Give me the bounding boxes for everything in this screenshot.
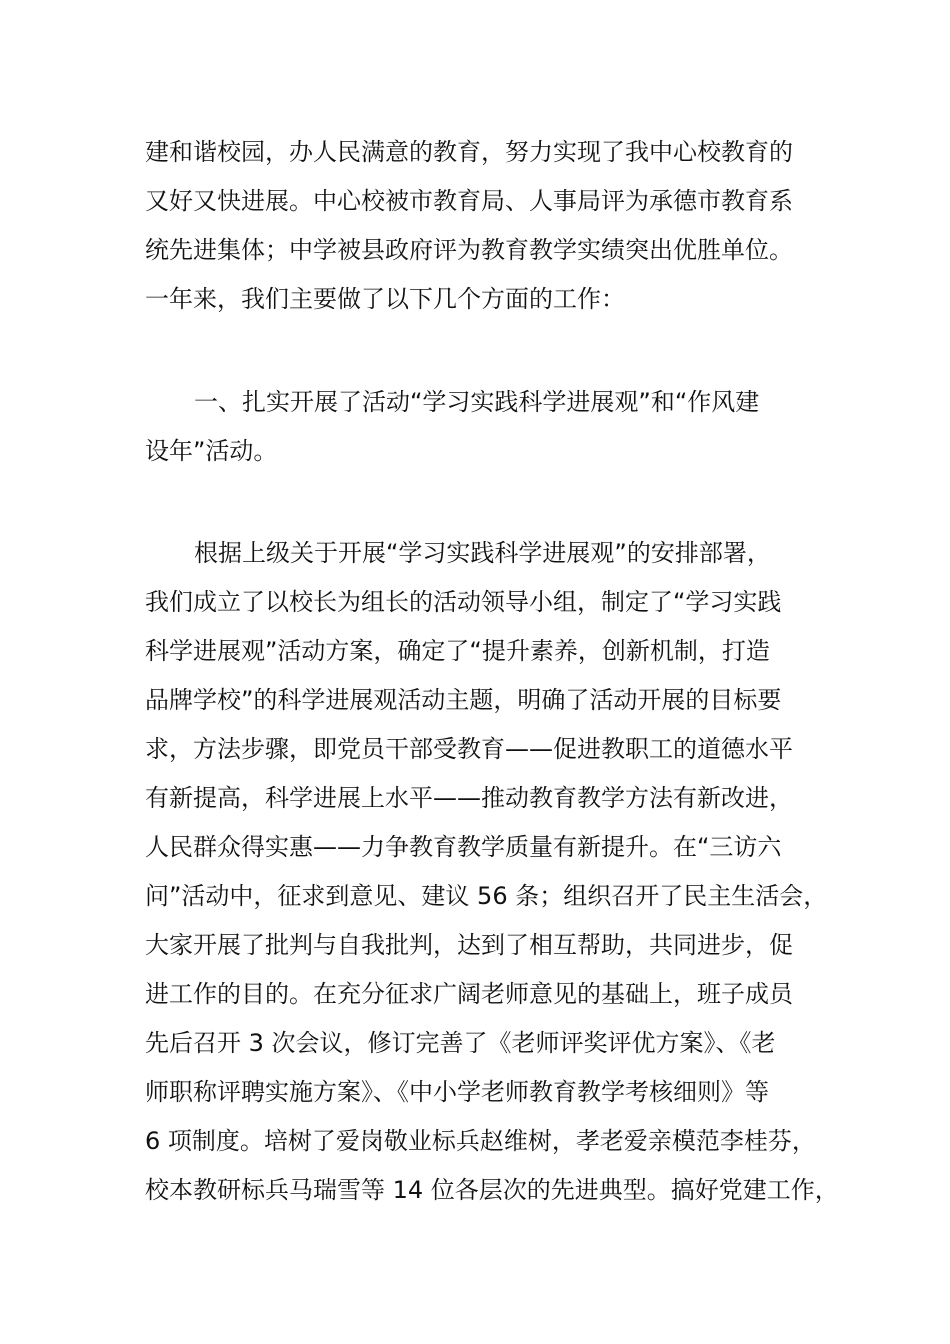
paragraph-line: 建和谐校园，办人民满意的教育，努力实现了我中心校教育的 (145, 138, 793, 166)
section-heading-line: 设年”活动。 (145, 437, 278, 465)
section-heading-line: 一、扎实开展了活动“学习实践科学进展观”和“作风建 (194, 388, 760, 416)
paragraph-line: 求，方法步骤，即党员干部受教育——促进教职工的道德水平 (145, 735, 793, 763)
paragraph-line: 人民群众得实惠——力争教育教学质量有新提升。在“三访六 (145, 833, 782, 861)
paragraph-line: 我们成立了以校长为组长的活动领导小组，制定了“学习实践 (145, 588, 782, 616)
paragraph-line: 统先进集体；中学被县政府评为教育教学实绩突出优胜单位。 (145, 236, 793, 264)
paragraph-line: 校本教研标兵马瑞雪等 14 位各层次的先进典型。搞好党建工作， (145, 1176, 839, 1204)
paragraph-line: 一年来，我们主要做了以下几个方面的工作： (145, 285, 625, 313)
paragraph-line: 大家开展了批判与自我批判，达到了相互帮助，共同进步，促 (145, 931, 793, 959)
paragraph-line: 根据上级关于开展“学习实践科学进展观”的安排部署， (194, 539, 771, 567)
paragraph-line: 6 项制度。培树了爱岗敬业标兵赵维树，孝老爱亲模范李桂芬， (145, 1127, 816, 1155)
paragraph-line: 师职称评聘实施方案》、《中小学老师教育教学考核细则》等 (145, 1078, 769, 1106)
paragraph-line: 进工作的目的。在充分征求广阔老师意见的基础上，班子成员 (145, 980, 793, 1008)
paragraph-line: 先后召开 3 次会议，修订完善了《老师评奖评优方案》、《老 (145, 1029, 776, 1057)
paragraph-line: 科学进展观”活动方案，确定了“提升素养，创新机制，打造 (145, 637, 770, 665)
paragraph-line: 有新提高，科学进展上水平——推动教育教学方法有新改进， (145, 784, 793, 812)
paragraph-line: 问”活动中，征求到意见、建议 56 条；组织召开了民主生活会， (145, 882, 828, 910)
paragraph-line: 品牌学校”的科学进展观活动主题，明确了活动开展的目标要 (145, 686, 782, 714)
paragraph-line: 又好又快进展。中心校被市教育局、人事局评为承德市教育系 (145, 187, 793, 215)
